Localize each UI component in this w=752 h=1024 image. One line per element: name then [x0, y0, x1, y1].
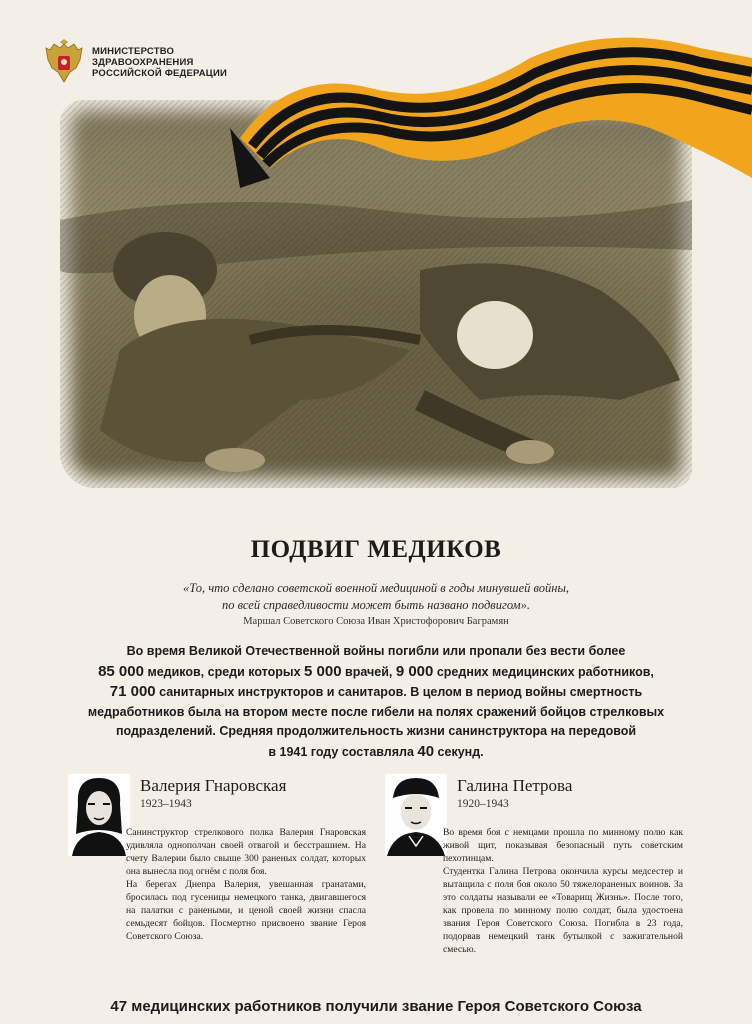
stat-number: 40 [417, 742, 435, 760]
double-headed-eagle-icon [44, 38, 84, 86]
portrait [68, 774, 130, 856]
quote [110, 580, 642, 614]
bio-paragraph: Санинструктор стрелкового полка Валерия Гнаровская удивляла однополчан своей отвагой и бесстрашием. На счету Валерии было свыше 300 раненых солдат, которых она вынесла под огнём с поля боя. [126, 827, 366, 877]
person-years: 1920–1943 [457, 798, 509, 810]
bio-paragraph: Студентка Галина Петрова окончила курсы медсестер и вытащила с поля боя около 50 тяжелораненых воинов. За это солдаты называли ее «Товарищ Жизнь». После того, как провела по минному полю солдат, была удостоена звания Героя Советского Союза. Погибла в 23 года, подорвав немецкий танк бутылкой с зажигательной смесью. [443, 866, 683, 955]
person-card [385, 770, 685, 980]
intro-line: подразделений. Средняя продолжительность жизни санинструктора на передовой [115, 724, 637, 738]
intro-line [60, 662, 692, 683]
person-name: Галина Петрова [457, 776, 573, 795]
intro-text: санитарных инструкторов и санитаров. В целом в период войны смертность [155, 685, 643, 699]
bio-paragraph: Во время боя с немцами прошла по минному полю как живой щит, показывая безопасный путь советским пехотинцам. [443, 827, 683, 864]
intro-line [60, 682, 692, 703]
quote-author: Маршал Советского Союза Иван Христофорович Баграмян [243, 616, 509, 627]
page-title: ПОДВИГ МЕДИКОВ [250, 536, 502, 563]
person-years: 1923–1943 [140, 798, 192, 810]
bio-paragraph: На берегах Днепра Валерия, увешанная гранатами, бросилась под гусеницы немецкого танка, двигавшегося на палатки с ранеными, и ценой своей жизни спасла семьдесят бойцов. Посмертно присвоено звание Героя Советского Союза. [126, 879, 366, 942]
stat-number: 85 000 [98, 662, 144, 680]
intro-line: Во время Великой Отечественной войны погибли или пропали без вести более [126, 644, 626, 658]
person-bio [126, 826, 366, 943]
portrait [385, 774, 447, 856]
intro-text: медиков, среди которых [143, 664, 304, 679]
ministry-line: ЗДРАВООХРАНЕНИЯ [92, 57, 194, 68]
ministry-line: РОССИЙСКОЙ ФЕДЕРАЦИИ [92, 68, 228, 79]
person-bio [443, 826, 683, 956]
stat-number: 5 000 [304, 662, 342, 680]
intro-text: в 1941 году составляла [268, 744, 418, 759]
ministry-name [92, 46, 227, 79]
intro-paragraph [60, 642, 692, 762]
intro-line [60, 742, 692, 763]
person-name: Валерия Гнаровская [140, 776, 287, 795]
stat-number: 9 000 [395, 662, 434, 680]
stat-number: 71 000 [109, 683, 156, 700]
quote-line: по всей справедливости может быть названо подвигом». [222, 598, 530, 612]
intro-line: медработников была на втором месте после гибели на полях сражений бойцов стрелковых [87, 704, 665, 719]
quote-line: «То, что сделано советской военной медициной в годы минувшей войны, [182, 581, 570, 595]
intro-text: врачей, [341, 664, 396, 679]
ministry-line: МИНИСТЕРСТВО [92, 46, 175, 57]
person-card [68, 770, 368, 980]
st-george-ribbon-icon [230, 28, 752, 198]
footer-statement: 47 медицинских работников получили звание Героя Советского Союза [110, 998, 642, 1015]
intro-text: секунд. [434, 744, 484, 759]
intro-text: средних медицинских работников, [433, 664, 654, 679]
